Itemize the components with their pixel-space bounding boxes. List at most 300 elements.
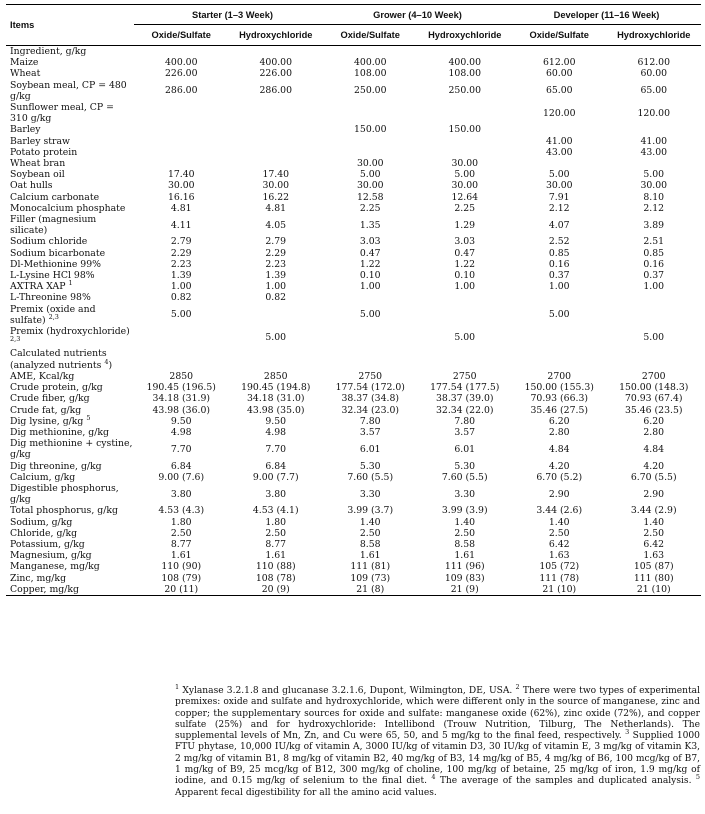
table-row xyxy=(6,214,701,236)
table-cell: 4.20 xyxy=(548,460,570,472)
table-cell: 190.45 (196.5) xyxy=(146,382,216,394)
table-cell: 2.90 xyxy=(548,488,570,500)
table-cell: 105 (72) xyxy=(539,561,580,573)
table-row xyxy=(6,292,701,303)
table-cell: 0.85 xyxy=(548,247,570,259)
table-cell: 20 (11) xyxy=(134,584,229,596)
table-row xyxy=(6,505,701,516)
starter-header: Starter (1–3 Week) xyxy=(134,5,323,25)
table-cell: 3.30 xyxy=(359,488,381,500)
table-row xyxy=(6,169,701,180)
table-cell: 0.16 xyxy=(548,258,570,270)
table-cell: 250.00 xyxy=(448,85,482,97)
table-row xyxy=(6,158,701,169)
table-cell: 286.00 xyxy=(259,85,293,97)
table-row xyxy=(6,427,701,438)
table-cell: 150.00 xyxy=(448,124,482,136)
row-label: Soybean oil xyxy=(10,169,65,181)
table-cell: 150.00 xyxy=(353,124,387,136)
table-cell xyxy=(229,136,324,147)
row-label: Sunflower meal, CP = 310 g/kg xyxy=(10,102,114,125)
table-cell: 108 (79) xyxy=(161,572,202,584)
table-cell: 190.45 (194.8) xyxy=(241,382,311,394)
table-cell: 2700 xyxy=(641,370,666,382)
table-row xyxy=(6,203,701,214)
table-cell: 1.61 xyxy=(359,550,381,562)
row-label: Potassium, g/kg xyxy=(10,538,85,550)
table-row xyxy=(6,281,701,292)
table-row xyxy=(6,393,701,404)
table-cell: 226.00 xyxy=(259,68,293,80)
table-cell: 111 (96) xyxy=(444,561,485,573)
table-cell: 1.00 xyxy=(170,281,192,293)
table-row xyxy=(6,270,701,281)
table-cell: 43.98 (36.0) xyxy=(152,404,211,416)
row-label: Barley xyxy=(10,124,41,136)
subcolumn-header: Hydroxychloride xyxy=(229,25,324,46)
table-row xyxy=(6,304,701,326)
row-label: Premix (oxide and sulfate) $^{2,3}$ xyxy=(10,303,96,326)
table-cell: 30.00 xyxy=(640,180,668,192)
table-cell: 2.50 xyxy=(265,527,287,539)
table-cell: 108 (78) xyxy=(255,572,296,584)
table-cell: 21 (9) xyxy=(418,584,513,596)
table-cell: 110 (90) xyxy=(161,561,202,573)
table-cell: 30.00 xyxy=(451,180,479,192)
table-cell: 2.23 xyxy=(170,258,192,270)
table-cell: 38.37 (34.8) xyxy=(341,393,400,405)
table-cell: 1.00 xyxy=(359,281,381,293)
table-cell: 9.50 xyxy=(265,415,287,427)
table-cell: 2.23 xyxy=(265,258,287,270)
footnote-text: Xylanase 3.2.1.8 and glucanase 3.2.1.6, Dupont, Wilmington, DE, USA. xyxy=(182,686,513,696)
table-cell: 1.39 xyxy=(265,270,287,282)
table-row xyxy=(6,326,701,348)
table-row xyxy=(6,528,701,539)
table-cell: 6.84 xyxy=(265,460,287,472)
table-cell: 400.00 xyxy=(164,57,198,69)
table-cell xyxy=(418,46,513,58)
table-cell: 4.05 xyxy=(265,219,287,231)
footnote-text: Supplied 1000 FTU phytase, 10,000 IU/kg of vitamin A, 3000 IU/kg of vitamin D3, 30 IU/kg of vitamin E, 3 mg/kg of vitamin K3, 2 mg/kg of vitamin B1, 8 mg/kg of vitamin B2, 40 mg/kg of B3, 14 mg/kg of B5, 4 mg/kg of B6, 100 mcg/kg of B7, 1 mg/kg of B9, 25 mcg/kg of B12, 300 mg/kg of choline, 100 mg/kg of betaine, 25 mg/kg of iron, 1.9 mg/kg of iodine, and 0.15 mg/kg of selenium to the final diet. xyxy=(175,731,700,787)
table-cell: 4.98 xyxy=(170,426,192,438)
table-cell: 3.80 xyxy=(265,488,287,500)
footnote-mark: 3 xyxy=(625,728,630,737)
table-row xyxy=(6,124,701,135)
row-label: Crude fat, g/kg xyxy=(10,404,82,416)
table-cell xyxy=(229,46,324,58)
table-cell: 2.50 xyxy=(454,527,476,539)
table-cell: 400.00 xyxy=(259,57,293,69)
footnote-mark: 5 xyxy=(86,413,91,422)
table-cell xyxy=(418,102,513,124)
table-cell xyxy=(418,304,513,326)
table-cell: 30.00 xyxy=(451,158,479,170)
table-cell: 8.77 xyxy=(170,538,192,550)
table-cell xyxy=(134,326,229,348)
table-cell: 1.40 xyxy=(548,516,570,528)
table-cell: 4.84 xyxy=(643,443,665,455)
table-cell: 3.03 xyxy=(359,236,381,248)
row-label: Soybean meal, CP = 480 g/kg xyxy=(10,79,127,102)
table-cell: 1.00 xyxy=(265,281,287,293)
subcolumn-header: Oxide/Sulfate xyxy=(512,25,607,46)
table-cell xyxy=(229,102,324,124)
table-row xyxy=(6,147,701,158)
table-cell: 6.01 xyxy=(454,443,476,455)
table-cell: 2.79 xyxy=(170,236,192,248)
table-cell: 7.80 xyxy=(359,415,381,427)
row-label: Ingredient, g/kg xyxy=(10,46,87,57)
table-cell: 12.64 xyxy=(451,191,479,203)
table-cell: 1.22 xyxy=(359,258,381,270)
table-cell: 111 (81) xyxy=(350,561,391,573)
table-cell: 32.34 (22.0) xyxy=(435,404,494,416)
row-label: L-Threonine 98% xyxy=(10,292,91,304)
table-cell: 34.18 (31.9) xyxy=(152,393,211,405)
table-cell: 1.00 xyxy=(548,281,570,293)
footnote-mark: 4 xyxy=(431,773,436,782)
table-cell xyxy=(229,304,324,326)
table-row xyxy=(6,248,701,259)
table-cell: 120.00 xyxy=(542,107,576,119)
row-label: Dig methionine, g/kg xyxy=(10,426,109,438)
table-cell xyxy=(512,158,607,169)
row-label: Dig methionine + cystine, g/kg xyxy=(10,438,133,461)
table-cell: 5.00 xyxy=(170,309,192,321)
table-cell: 8.77 xyxy=(265,538,287,550)
table-row xyxy=(6,584,701,596)
table-cell xyxy=(418,348,513,370)
table-cell: 4.81 xyxy=(265,202,287,214)
table-cell: 1.00 xyxy=(643,281,665,293)
footnote-mark: 5 xyxy=(695,773,700,782)
table-cell: 30.00 xyxy=(356,180,384,192)
table-cell xyxy=(323,136,418,147)
table-cell: 286.00 xyxy=(164,85,198,97)
table-cell: 5.00 xyxy=(359,169,381,181)
items-header: Items xyxy=(6,5,134,46)
row-label: Magnesium, g/kg xyxy=(10,550,92,562)
row-label: Manganese, mg/kg xyxy=(10,561,100,573)
table-cell: 2.79 xyxy=(265,236,287,248)
table-cell: 5.00 xyxy=(265,331,287,343)
table-cell: 109 (83) xyxy=(444,572,485,584)
table-cell: 6.01 xyxy=(359,443,381,455)
table-cell: 1.63 xyxy=(643,550,665,562)
table-cell xyxy=(607,292,702,303)
table-cell: 8.58 xyxy=(359,538,381,550)
table-cell: 65.00 xyxy=(545,85,573,97)
table-cell xyxy=(607,348,702,370)
table-cell: 3.03 xyxy=(454,236,476,248)
footnote-mark: 2,3 xyxy=(10,335,21,344)
table-cell xyxy=(418,136,513,147)
table-cell: 0.82 xyxy=(265,292,287,304)
table-cell xyxy=(323,147,418,158)
table-cell: 110 (88) xyxy=(255,561,296,573)
table-row xyxy=(6,461,701,472)
subcolumn-header: Oxide/Sulfate xyxy=(323,25,418,46)
table-cell xyxy=(229,348,324,370)
table-cell: 150.00 (155.3) xyxy=(524,382,594,394)
table-cell: 0.37 xyxy=(643,270,665,282)
row-label: Zinc, mg/kg xyxy=(10,572,67,584)
table-cell: 2850 xyxy=(263,370,288,382)
table-cell xyxy=(512,46,607,58)
table-cell: 105 (87) xyxy=(633,561,674,573)
table-row xyxy=(6,259,701,270)
table-cell: 6.70 (5.5) xyxy=(630,471,677,483)
row-label: Potato protein xyxy=(10,146,78,158)
table-cell: 120.00 xyxy=(637,107,671,119)
table-cell: 109 (73) xyxy=(350,572,391,584)
table-cell: 30.00 xyxy=(356,158,384,170)
table-cell: 17.40 xyxy=(167,169,195,181)
table-cell: 1.22 xyxy=(454,258,476,270)
table-cell: 108.00 xyxy=(448,68,482,80)
table-row xyxy=(6,348,701,370)
row-label: L-Lysine HCl 98% xyxy=(10,270,95,282)
row-label: Barley straw xyxy=(10,135,70,147)
table-row xyxy=(6,472,701,483)
row-label: Sodium chloride xyxy=(10,236,88,248)
table-cell: 35.46 (23.5) xyxy=(624,404,683,416)
table-cell: 111 (78) xyxy=(539,572,580,584)
table-cell: 0.47 xyxy=(454,247,476,259)
row-label: Calculated nutrients (analyzed nutrients $^4$) xyxy=(10,348,113,371)
row-label: Sodium, g/kg xyxy=(10,516,73,528)
table-row xyxy=(6,371,701,382)
table-cell: 21 (8) xyxy=(323,584,418,596)
footnote-text: Apparent fecal digestibility for all the amino acid values. xyxy=(175,787,437,798)
table-cell: 1.39 xyxy=(170,270,192,282)
grower-header: Grower (4–10 Week) xyxy=(323,5,512,25)
table-cell: 1.61 xyxy=(454,550,476,562)
table-cell: 21 (10) xyxy=(607,584,702,596)
footnote-text: The average of the samples and duplicated analysis. xyxy=(439,776,692,787)
table-row xyxy=(6,438,701,460)
table-cell xyxy=(323,292,418,303)
table-cell: 5.00 xyxy=(548,309,570,321)
developer-header: Developer (11–16 Week) xyxy=(512,5,701,25)
table-cell xyxy=(134,46,229,58)
table-row xyxy=(6,483,701,505)
row-label: Filler (magnesium silicate) xyxy=(10,214,97,237)
table-cell: 2.29 xyxy=(170,247,192,259)
table-cell: 7.80 xyxy=(454,415,476,427)
table-cell: 34.18 (31.0) xyxy=(246,393,305,405)
table-cell: 1.80 xyxy=(170,516,192,528)
table-cell xyxy=(134,102,229,124)
footnote-mark: 4 xyxy=(104,357,109,366)
table-cell: 2.50 xyxy=(359,527,381,539)
table-cell: 2.80 xyxy=(548,426,570,438)
table-cell: 60.00 xyxy=(545,68,573,80)
subcolumn-header: Hydroxychloride xyxy=(418,25,513,46)
table-cell: 5.00 xyxy=(643,331,665,343)
diet-composition-table xyxy=(6,4,701,596)
table-cell xyxy=(134,147,229,158)
table-cell: 2.90 xyxy=(643,488,665,500)
table-cell xyxy=(607,124,702,135)
table-cell: 4.53 (4.3) xyxy=(158,505,205,517)
table-cell: 150.00 (148.3) xyxy=(619,382,689,394)
table-cell xyxy=(607,46,702,58)
table-cell: 9.50 xyxy=(170,415,192,427)
row-label: Dl-Methionine 99% xyxy=(10,258,101,270)
table-row xyxy=(6,573,701,584)
table-cell: 35.46 (27.5) xyxy=(530,404,589,416)
footnote-text: There were two types of experimental premixes: oxide and sulfate and hydroxychloride, which were different only in the source of manganese, zinc and copper; the supplementary sources for oxide and sulfate: manganese oxide (62%), zinc oxide (72%), and copper sulfate (25%) and for hydroxychloride: Intellibond (Trouw Nutrition, Tilburg, The Netherlands). The supplemental levels of Mn, Zn, and Cu were 65, 50, and 5 mg/kg to the final feed, respectively. xyxy=(175,686,700,742)
table-cell: 7.70 xyxy=(265,443,287,455)
table-row xyxy=(6,192,701,203)
table-cell: 4.53 (4.1) xyxy=(252,505,299,517)
table-cell: 20 (9) xyxy=(229,584,324,596)
table-cell xyxy=(323,326,418,348)
row-label: AME, Kcal/kg xyxy=(10,370,75,382)
table-row xyxy=(6,102,701,124)
table-cell: 6.84 xyxy=(170,460,192,472)
table-cell: 3.44 (2.9) xyxy=(630,505,677,517)
table-cell: 30.00 xyxy=(167,180,195,192)
table-cell: 1.40 xyxy=(643,516,665,528)
table-cell: 0.10 xyxy=(454,270,476,282)
subcolumn-header: Hydroxychloride xyxy=(607,25,702,46)
table-cell: 3.57 xyxy=(454,426,476,438)
table-cell: 6.20 xyxy=(548,415,570,427)
footnote-mark: 1 xyxy=(175,682,180,691)
table-cell: 2.50 xyxy=(643,527,665,539)
table-row xyxy=(6,405,701,416)
table-cell: 3.99 (3.7) xyxy=(347,505,394,517)
table-cell xyxy=(134,136,229,147)
table-cell xyxy=(134,348,229,370)
table-cell: 2750 xyxy=(452,370,477,382)
row-label: Chloride, g/kg xyxy=(10,527,78,539)
table-cell: 3.44 (2.6) xyxy=(536,505,583,517)
table-cell: 3.89 xyxy=(643,219,665,231)
table-cell: 3.80 xyxy=(170,488,192,500)
table-row xyxy=(6,561,701,572)
table-cell: 4.11 xyxy=(170,219,192,231)
table-cell: 2.25 xyxy=(359,202,381,214)
table-row xyxy=(6,68,701,79)
table-cell: 6.42 xyxy=(643,538,665,550)
table-cell: 1.80 xyxy=(265,516,287,528)
table-row xyxy=(6,136,701,147)
table-cell xyxy=(512,326,607,348)
table-cell: 30.00 xyxy=(262,180,290,192)
table-row xyxy=(6,80,701,102)
row-label: Wheat xyxy=(10,68,41,80)
table-cell xyxy=(418,292,513,303)
table-cell: 7.70 xyxy=(170,443,192,455)
table-cell: 2.52 xyxy=(548,236,570,248)
table-row xyxy=(6,236,701,247)
table-cell xyxy=(323,102,418,124)
table-cell: 43.98 (35.0) xyxy=(246,404,305,416)
table-cell: 5.30 xyxy=(359,460,381,472)
table-cell: 226.00 xyxy=(164,68,198,80)
table-cell: 2750 xyxy=(358,370,383,382)
table-cell: 5.00 xyxy=(454,331,476,343)
table-cell: 1.29 xyxy=(454,219,476,231)
table-row xyxy=(6,550,701,561)
table-cell: 30.00 xyxy=(545,180,573,192)
table-cell xyxy=(607,158,702,169)
table-row xyxy=(6,57,701,68)
table-cell: 65.00 xyxy=(640,85,668,97)
table-cell: 1.00 xyxy=(454,281,476,293)
table-cell: 0.16 xyxy=(643,258,665,270)
table-cell: 3.57 xyxy=(359,426,381,438)
footnote-mark: 2,3 xyxy=(48,312,59,321)
table-cell: 2.50 xyxy=(170,527,192,539)
table-cell: 6.42 xyxy=(548,538,570,550)
row-label: Calcium, g/kg xyxy=(10,471,76,483)
table-cell: 0.47 xyxy=(359,247,381,259)
table-row xyxy=(6,517,701,528)
table-cell: 4.07 xyxy=(548,219,570,231)
table-cell: 16.16 xyxy=(167,191,195,203)
row-label: Maize xyxy=(10,57,39,69)
table-cell: 0.10 xyxy=(359,270,381,282)
table-cell: 0.85 xyxy=(643,247,665,259)
row-label: Oat hulls xyxy=(10,180,53,192)
table-cell: 4.81 xyxy=(170,202,192,214)
subcolumn-header: Oxide/Sulfate xyxy=(134,25,229,46)
table-cell: 5.00 xyxy=(359,309,381,321)
table-cell xyxy=(512,348,607,370)
table-cell: 9.00 (7.7) xyxy=(252,471,299,483)
table-cell: 612.00 xyxy=(542,57,576,69)
row-label: Calcium carbonate xyxy=(10,191,100,203)
table-cell: 2.12 xyxy=(548,202,570,214)
table-cell xyxy=(323,348,418,370)
table-cell: 177.54 (172.0) xyxy=(335,382,405,394)
table-cell xyxy=(418,147,513,158)
table-cell: 2.51 xyxy=(643,236,665,248)
table-cell: 1.61 xyxy=(170,550,192,562)
table-cell: 5.00 xyxy=(454,169,476,181)
table-cell: 21 (10) xyxy=(512,584,607,596)
table-row xyxy=(6,539,701,550)
table-cell: 5.00 xyxy=(548,169,570,181)
table-cell: 2.80 xyxy=(643,426,665,438)
table-cell: 4.98 xyxy=(265,426,287,438)
table-row xyxy=(6,46,701,58)
table-row xyxy=(6,416,701,427)
table-cell: 1.40 xyxy=(359,516,381,528)
table-cell: 70.93 (66.3) xyxy=(530,393,589,405)
table-cell: 1.63 xyxy=(548,550,570,562)
table-cell: 43.00 xyxy=(640,146,668,158)
table-cell: 3.99 (3.9) xyxy=(441,505,488,517)
table-cell: 612.00 xyxy=(637,57,671,69)
row-label: Crude protein, g/kg xyxy=(10,382,103,394)
table-cell xyxy=(512,292,607,303)
table-cell: 41.00 xyxy=(640,135,668,147)
table-cell: 111 (80) xyxy=(633,572,674,584)
table-cell: 43.00 xyxy=(545,146,573,158)
table-row xyxy=(6,382,701,393)
row-label: Digestible phosphorus, g/kg xyxy=(10,482,119,506)
table-cell xyxy=(323,46,418,58)
table-cell xyxy=(229,158,324,169)
table-cell xyxy=(134,158,229,169)
table-cell: 16.22 xyxy=(262,191,290,203)
